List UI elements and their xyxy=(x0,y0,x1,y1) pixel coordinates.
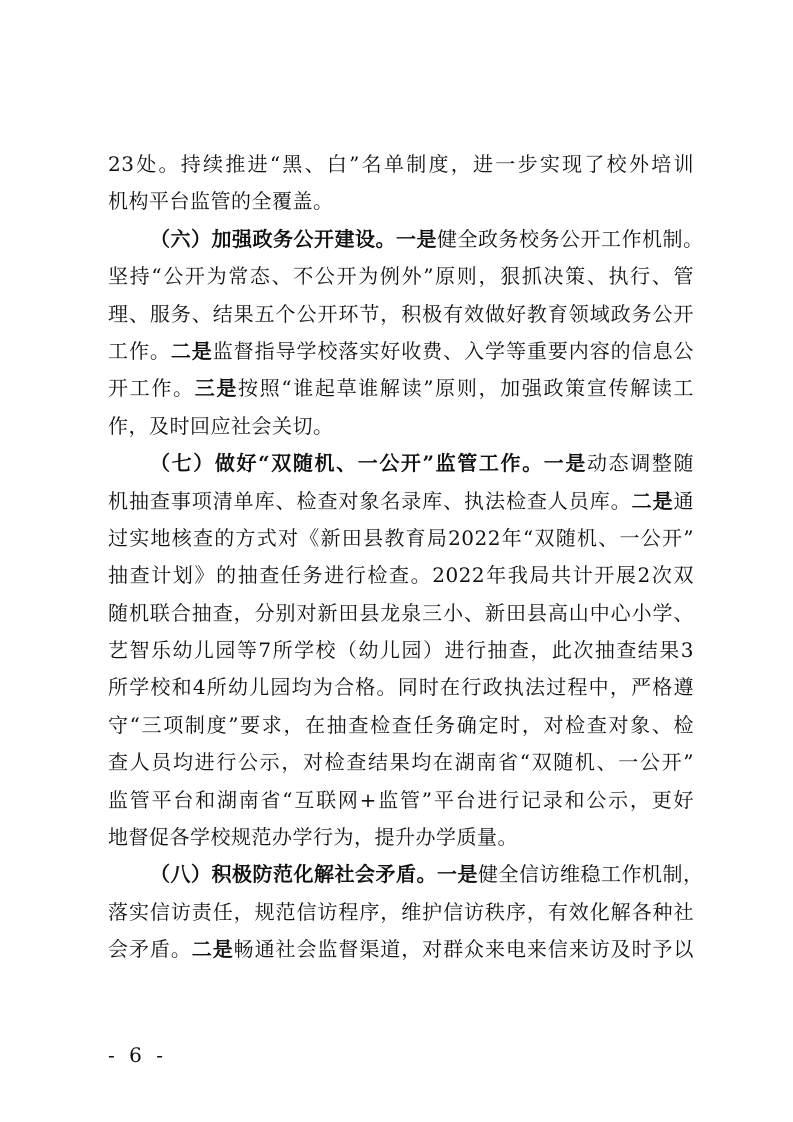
text-line xyxy=(108,707,694,744)
text-segment: 畅通社会监督渠道，对群众来电来信来访及时予以 xyxy=(233,937,695,962)
text-segment: 动态调整随 xyxy=(587,451,695,476)
text-line xyxy=(108,595,694,632)
text-segment: 守“三项制度”要求，在抽查检查任务确定时，对检查对象、检 xyxy=(108,712,694,737)
bold-text-segment: 二是 xyxy=(631,488,674,513)
text-line xyxy=(108,782,694,819)
text-line xyxy=(108,632,694,669)
text-segment: 查人员均进行公示，对检查结果均在湖南省“双随机、一公开” xyxy=(108,750,694,775)
text-segment: 地督促各学校规范办学行为，提升办学质量。 xyxy=(108,825,518,850)
bold-text-segment: 一是 xyxy=(437,862,478,887)
text-segment: 机抽查事项清单库、检查对象名录库、执法检查人员库。 xyxy=(108,488,632,513)
text-segment: 通 xyxy=(673,488,695,513)
text-line xyxy=(108,744,694,781)
text-line xyxy=(108,894,694,931)
bold-text-segment: 二是 xyxy=(170,338,213,363)
text-segment: 作，及时回应社会关切。 xyxy=(108,413,334,438)
text-segment: 工作。 xyxy=(108,338,171,363)
text-line xyxy=(108,520,694,557)
text-segment: 艺智乐幼儿园等7所学校（幼儿园）进行抽查，此次抽查结果3 xyxy=(108,638,694,663)
text-segment: 所学校和4所幼儿园均为合格。同时在行政执法过程中，严格遵 xyxy=(108,675,694,700)
text-line xyxy=(108,669,694,706)
bold-text-segment: 一是 xyxy=(543,451,588,476)
bold-text-segment: （六）加强政务公开建设。 xyxy=(150,226,396,251)
text-line xyxy=(108,931,694,968)
text-segment: 监管平台和湖南省“互联网+监管”平台进行记录和公示，更好 xyxy=(108,787,694,812)
text-segment: 随机联合抽查，分别对新田县龙泉三小、新田县高山中心小学、 xyxy=(108,600,694,625)
text-line xyxy=(108,370,694,407)
text-segment: 健全信访维稳工作机制， xyxy=(478,862,704,887)
text-segment: 健全政务校务公开工作机制。 xyxy=(437,226,704,251)
text-line xyxy=(108,258,694,295)
text-segment: 过实地核查的方式对《新田县教育局2022年“双随机、一公开” xyxy=(108,525,694,550)
text-line xyxy=(108,445,694,482)
paragraph xyxy=(108,146,694,221)
text-line xyxy=(108,557,694,594)
document-body xyxy=(108,146,704,969)
bold-text-segment: 二是 xyxy=(191,937,234,962)
text-line xyxy=(108,333,694,370)
text-line xyxy=(108,183,694,220)
paragraph xyxy=(108,445,694,856)
text-line xyxy=(108,408,694,445)
text-segment: 开工作。 xyxy=(108,376,195,401)
text-segment: 会矛盾。 xyxy=(108,937,192,962)
text-segment: 抽查计划》的抽查任务进行检查。2022年我局共计开展2次双 xyxy=(108,563,694,588)
bold-text-segment: 一是 xyxy=(396,226,437,251)
text-segment: 坚持“公开为常态、不公开为例外”原则，狠抓决策、执行、管 xyxy=(108,264,694,289)
text-line xyxy=(108,483,694,520)
paragraph xyxy=(108,221,704,445)
text-segment: 23处。持续推进“黑、白”名单制度，进一步实现了校外培训 xyxy=(108,152,694,176)
bold-text-segment: （七）做好“双随机、一公开”监管工作。 xyxy=(150,451,544,476)
text-line xyxy=(108,146,694,183)
paragraph xyxy=(108,856,704,968)
text-line xyxy=(108,819,694,856)
bold-text-segment: 三是 xyxy=(194,376,239,401)
bold-text-segment: （八）积极防范化解社会矛盾。 xyxy=(150,862,437,887)
text-line xyxy=(108,221,704,258)
text-segment: 理、服务、结果五个公开环节，积极有效做好教育领域政务公开 xyxy=(108,301,694,326)
text-line xyxy=(108,856,704,893)
text-line xyxy=(108,296,694,333)
page-number: - 6 - xyxy=(108,1043,167,1067)
text-segment: 落实信访责任，规范信访程序，维护信访秩序，有效化解各种社 xyxy=(108,899,694,924)
text-segment: 按照“谁起草谁解读”原则，加强政策宣传解读工 xyxy=(238,376,695,401)
text-segment: 机构平台监管的全覆盖。 xyxy=(108,189,334,214)
text-segment: 监督指导学校落实好收费、入学等重要内容的信息公 xyxy=(212,338,695,363)
